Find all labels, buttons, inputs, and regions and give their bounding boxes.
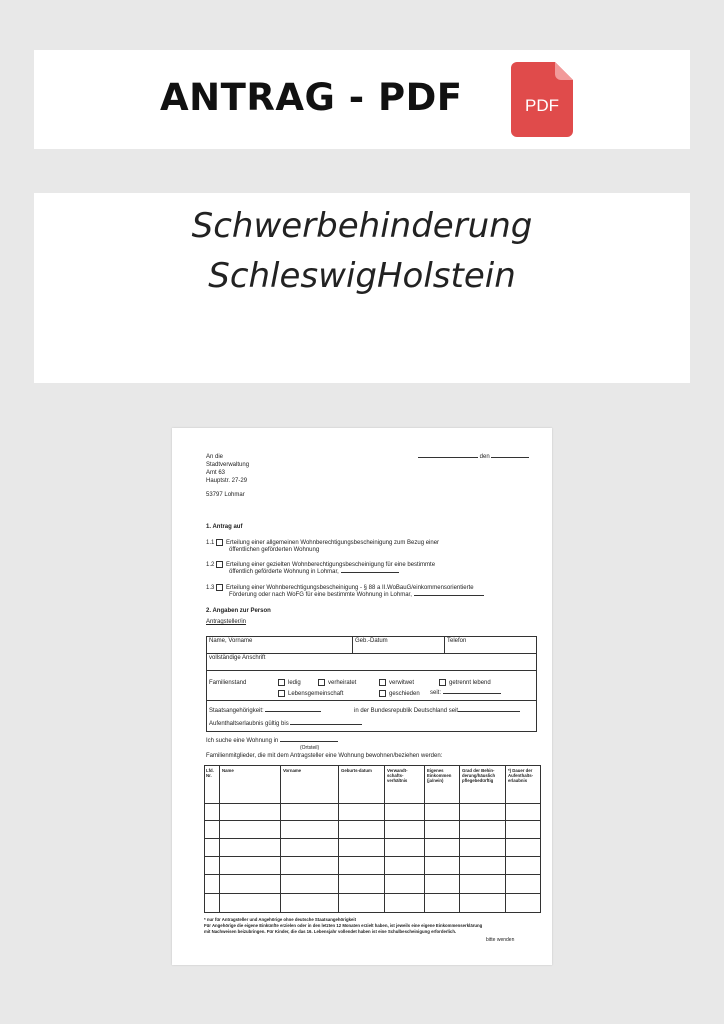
pdf-file-icon [511,62,573,137]
checkbox[interactable] [379,690,386,697]
option-label: verheiratet [328,680,357,687]
applicant-label: Antragsteller/in [206,619,247,625]
subtitle-line-1: Schwerbehinderung [191,206,533,246]
checkbox[interactable] [216,539,223,546]
section2-title: 2. Angaben zur Person [206,608,271,614]
banner-title: ANTRAG - PDF [160,76,463,119]
birthdate-field[interactable]: Geb.-Datum [355,638,388,644]
table-header: Eigenes Einkommen (ja/nein) [427,768,452,783]
phone-field[interactable]: Telefon [447,638,467,644]
address-line: Amt 63 [206,470,226,476]
residence-permit-label: Aufenthaltserlaubnis gültig bis [209,721,289,727]
checkbox[interactable] [216,584,223,591]
family-text: Familienmitglieder, die mit dem Antragsteller eine Wohnung bewohnen/beziehen werden: [206,753,443,759]
footnote: mit Nachweisen beizubringen. Für Kinder, die das 16. Lebensjahr vollendet haben ist eine Schulbescheinigung erforderlich. [204,929,457,934]
input-line[interactable] [265,711,321,712]
table-header: *) Dauer der Aufenthalts-erlaubnis [508,768,534,783]
item-number: 1.3 [206,585,215,592]
form-document-preview[interactable] [172,428,552,965]
table-header: Verwandt-schafts-verhältnis [387,768,408,783]
family-status-label: Familienstand [209,680,247,686]
option-label: geschieden [389,691,420,698]
footnote: Für Angehörige die eigene Einkünfte erzielen oder in den letzten 12 Monaten erzielt haben, ist jeweils eine eigene Einkommenserklärung [204,923,483,928]
input-line[interactable] [443,693,501,694]
place-label: (Ortsteil) [300,745,320,751]
section1-title: 1. Antrag auf [206,524,243,530]
citizenship-label: Staatsangehörigkeit: [209,708,264,714]
item-text: Erteilung einer allgemeinen Wohnberechtigungsbescheinigung zum Bezug einer [226,540,440,547]
date-place-line [418,457,478,458]
item-number: 1.1 [206,540,215,547]
checkbox[interactable] [278,690,285,697]
item-text: Erteilung einer Wohnberechtigungsbescheinigung - § 88 a II.WoBauG/einkommensorientierte [226,585,474,592]
checkbox[interactable] [318,679,325,686]
address-line: 53797 Lohmar [206,492,245,498]
option-label: ledig [288,680,301,687]
title-banner [34,50,690,149]
checkbox[interactable] [278,679,285,686]
option-label: getrennt lebend [449,680,491,687]
name-field[interactable]: Name, Vorname [209,638,253,644]
checkbox[interactable] [439,679,446,686]
in-germany-label: in der Bundesrepublik Deutschland seit [354,708,459,714]
input-line[interactable] [414,595,484,596]
address-line: Stadtverwaltung [206,462,250,468]
item-text: Förderung oder nach WoFG für eine bestimmte Wohnung in Lohmar, [229,592,412,598]
input-line[interactable] [458,711,520,712]
option-label: Lebensgemeinschaft [288,691,344,698]
please-turn: bitte wenden [486,937,515,943]
table-header: Geburts-datum [341,768,372,773]
address-line: An die [206,454,224,460]
search-text: Ich suche eine Wohnung in [206,738,279,744]
since-label: seit: [430,690,442,696]
table-header: Grad der Behin-derung/häuslich pflegebedürftig [462,768,496,783]
item-text: öffentlich geförderte Wohnung in Lohmar, [229,569,339,575]
subtitle-box [34,193,690,383]
pdf-icon-label: PDF [525,96,559,115]
family-table [204,765,541,913]
subtitle-line-2: SchleswigHolstein [208,256,516,296]
option-label: verwitwet [389,680,415,687]
item-number: 1.2 [206,562,215,569]
input-line[interactable] [341,572,399,573]
table-header: Lfd. Nr. [206,768,214,778]
input-line[interactable] [290,724,362,725]
footnote: * nur für Antragsteller und Angehörige ohne deutsche Staatsangehörigkeit [204,917,357,922]
address-field[interactable]: vollständige Anschrift [209,655,266,661]
item-text: öffentlichen geförderten Wohnung [229,547,320,553]
date-label: den [479,454,490,460]
checkbox[interactable] [379,679,386,686]
address-line: Hauptstr. 27-29 [206,478,248,484]
date-line [491,457,529,458]
input-line[interactable] [280,741,338,742]
checkbox[interactable] [216,561,223,568]
table-header: Name [222,768,234,773]
table-header: Vorname [283,768,302,773]
item-text: Erteilung einer gezielten Wohnberechtigungsbescheinigung für eine bestimmte [226,562,436,569]
